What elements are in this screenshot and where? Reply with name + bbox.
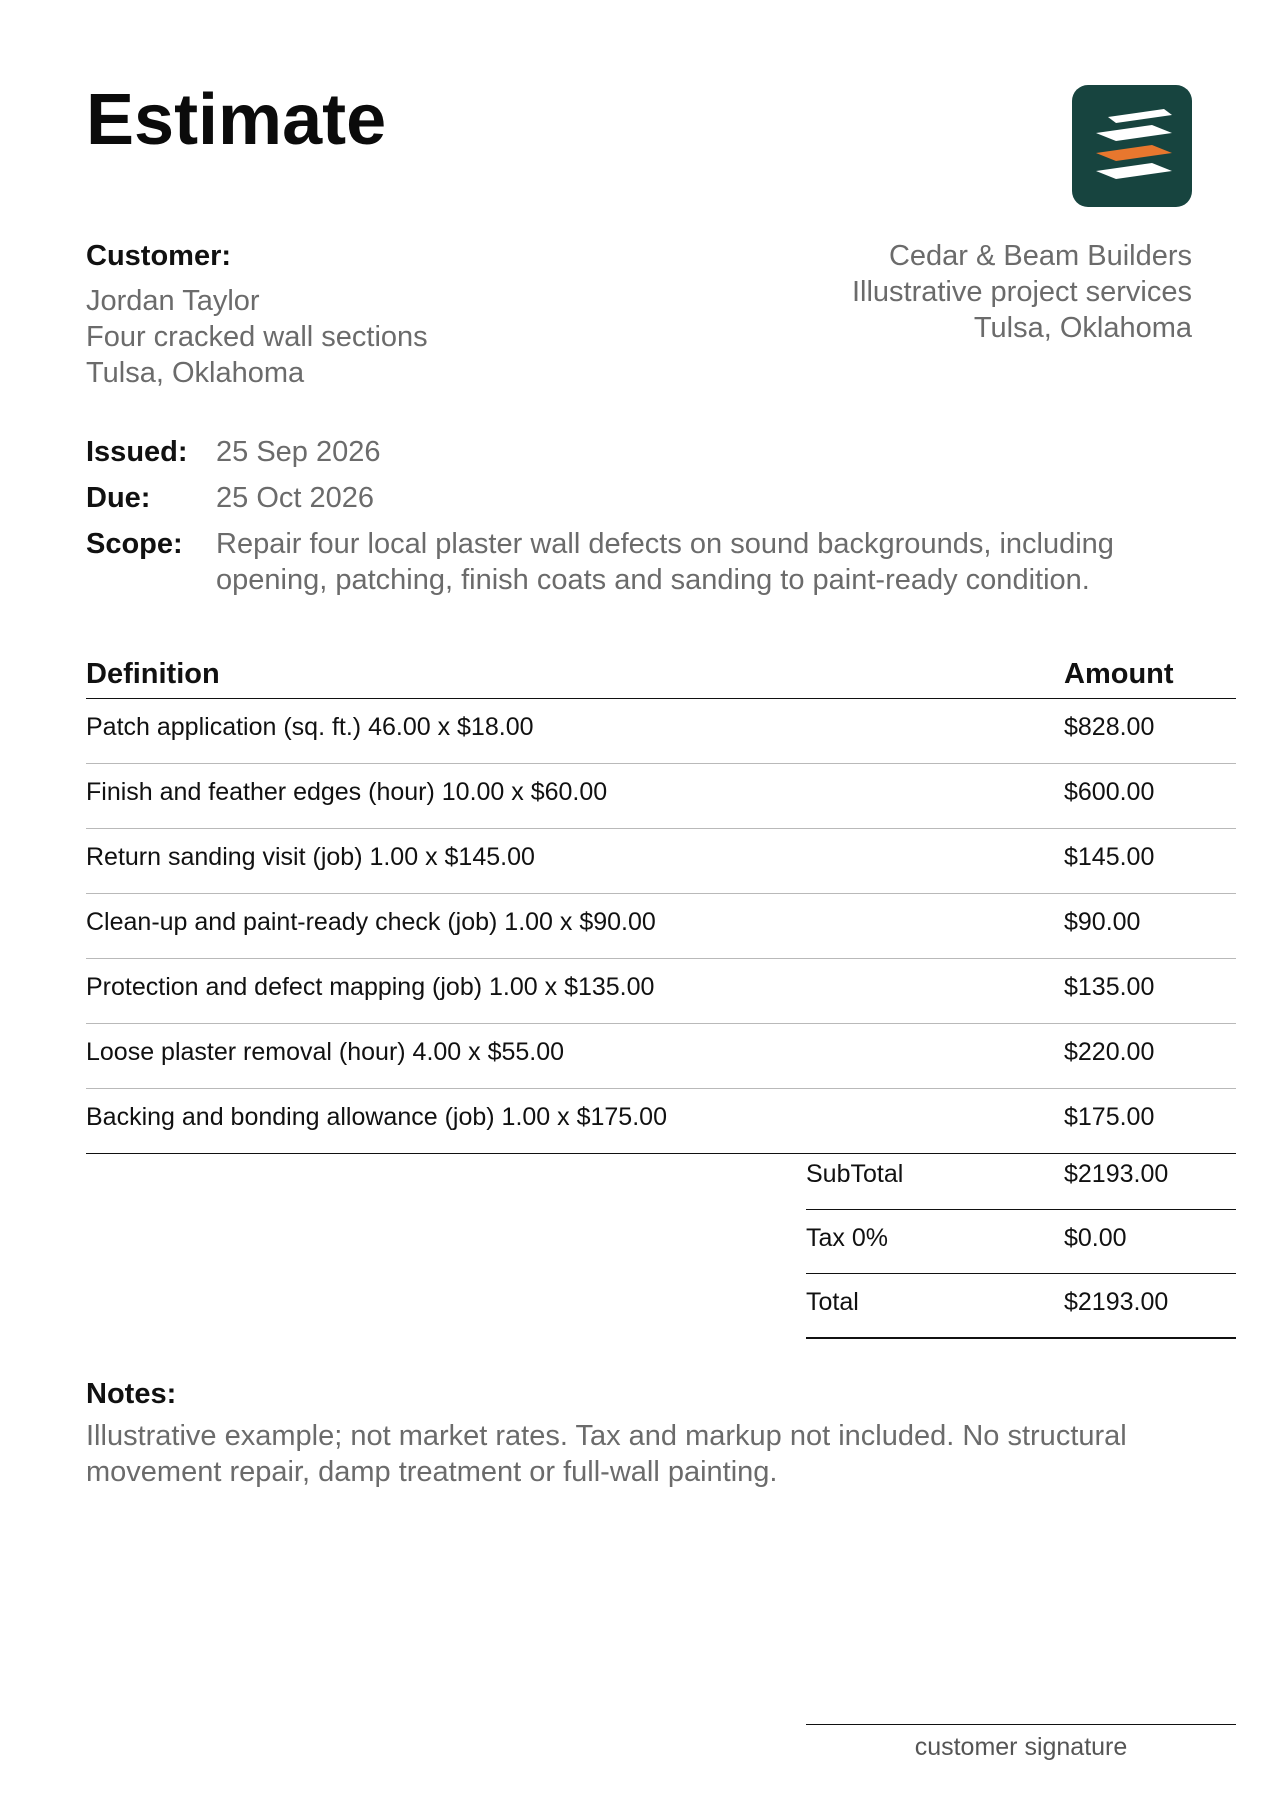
subtotal-label: SubTotal <box>806 1160 904 1188</box>
company-location: Tulsa, Oklahoma <box>973 312 1192 344</box>
tax-row <box>806 1210 1236 1274</box>
table-header <box>86 654 1236 699</box>
tax-label: Tax 0% <box>806 1224 888 1252</box>
table-row <box>86 764 1236 829</box>
notes-block <box>86 1376 1236 1490</box>
company-tagline: Illustrative project services <box>851 276 1192 308</box>
total-row <box>806 1274 1236 1339</box>
notes-label: Notes: <box>86 1378 177 1410</box>
tax-value: $0.00 <box>1064 1224 1127 1252</box>
signature-label: customer signature <box>914 1733 1128 1761</box>
row-definition: Protection and defect mapping (job) 1.00 x $135.00 <box>86 973 655 1001</box>
page-title: Estimate <box>86 80 387 160</box>
table-row <box>86 699 1236 764</box>
row-amount: $220.00 <box>1064 1038 1155 1066</box>
table-row <box>86 1089 1236 1154</box>
stacked-layers-logo-icon <box>1072 85 1192 207</box>
totals-block <box>806 1146 1236 1339</box>
estimate-page <box>86 0 1238 1800</box>
table-row <box>86 829 1236 894</box>
customer-block <box>86 238 428 391</box>
table-row <box>86 1024 1236 1089</box>
row-amount: $90.00 <box>1064 908 1141 936</box>
scope-row <box>86 526 1196 598</box>
customer-signature-line[interactable] <box>806 1724 1236 1762</box>
customer-label: Customer: <box>86 240 232 272</box>
issued-date: 25 Sep 2026 <box>216 436 381 468</box>
issued-label: Issued: <box>86 436 188 468</box>
due-date: 25 Oct 2026 <box>216 482 374 514</box>
row-definition: Finish and feather edges (hour) 10.00 x $60.00 <box>86 778 608 806</box>
total-value: $2193.00 <box>1064 1288 1169 1316</box>
row-definition: Backing and bonding allowance (job) 1.00 x $175.00 <box>86 1103 667 1131</box>
subtotal-row <box>806 1146 1236 1210</box>
company-name: Cedar & Beam Builders <box>888 240 1192 272</box>
due-label: Due: <box>86 482 151 514</box>
row-amount: $135.00 <box>1064 973 1155 1001</box>
amount-header: Amount <box>1064 658 1174 690</box>
scope-text: Repair four local plaster wall defects on sound backgrounds, including opening, patching, finish coats and sanding to paint-ready condition. <box>216 528 1114 596</box>
issued-row <box>86 434 1196 470</box>
notes-text: Illustrative example; not market rates. Tax and markup not included. No structural movement repair, damp treatment or full-wall painting. <box>86 1420 1127 1488</box>
row-amount: $600.00 <box>1064 778 1155 806</box>
customer-name: Jordan Taylor <box>86 285 260 317</box>
table-row <box>86 959 1236 1024</box>
row-definition: Loose plaster removal (hour) 4.00 x $55.00 <box>86 1038 565 1066</box>
total-label: Total <box>806 1288 859 1316</box>
customer-project: Four cracked wall sections <box>86 321 428 353</box>
customer-location: Tulsa, Oklahoma <box>86 357 305 389</box>
row-definition: Return sanding visit (job) 1.00 x $145.00 <box>86 843 535 871</box>
subtotal-value: $2193.00 <box>1064 1160 1169 1188</box>
row-definition: Clean-up and paint-ready check (job) 1.00 x $90.00 <box>86 908 656 936</box>
due-row <box>86 480 1196 516</box>
row-definition: Patch application (sq. ft.) 46.00 x $18.00 <box>86 713 534 741</box>
line-items-table <box>86 654 1236 1154</box>
estimate-meta <box>86 434 1196 608</box>
scope-label: Scope: <box>86 528 183 560</box>
definition-header: Definition <box>86 658 220 690</box>
table-row <box>86 894 1236 959</box>
company-block <box>852 238 1192 346</box>
row-amount: $175.00 <box>1064 1103 1155 1131</box>
row-amount: $828.00 <box>1064 713 1155 741</box>
row-amount: $145.00 <box>1064 843 1155 871</box>
